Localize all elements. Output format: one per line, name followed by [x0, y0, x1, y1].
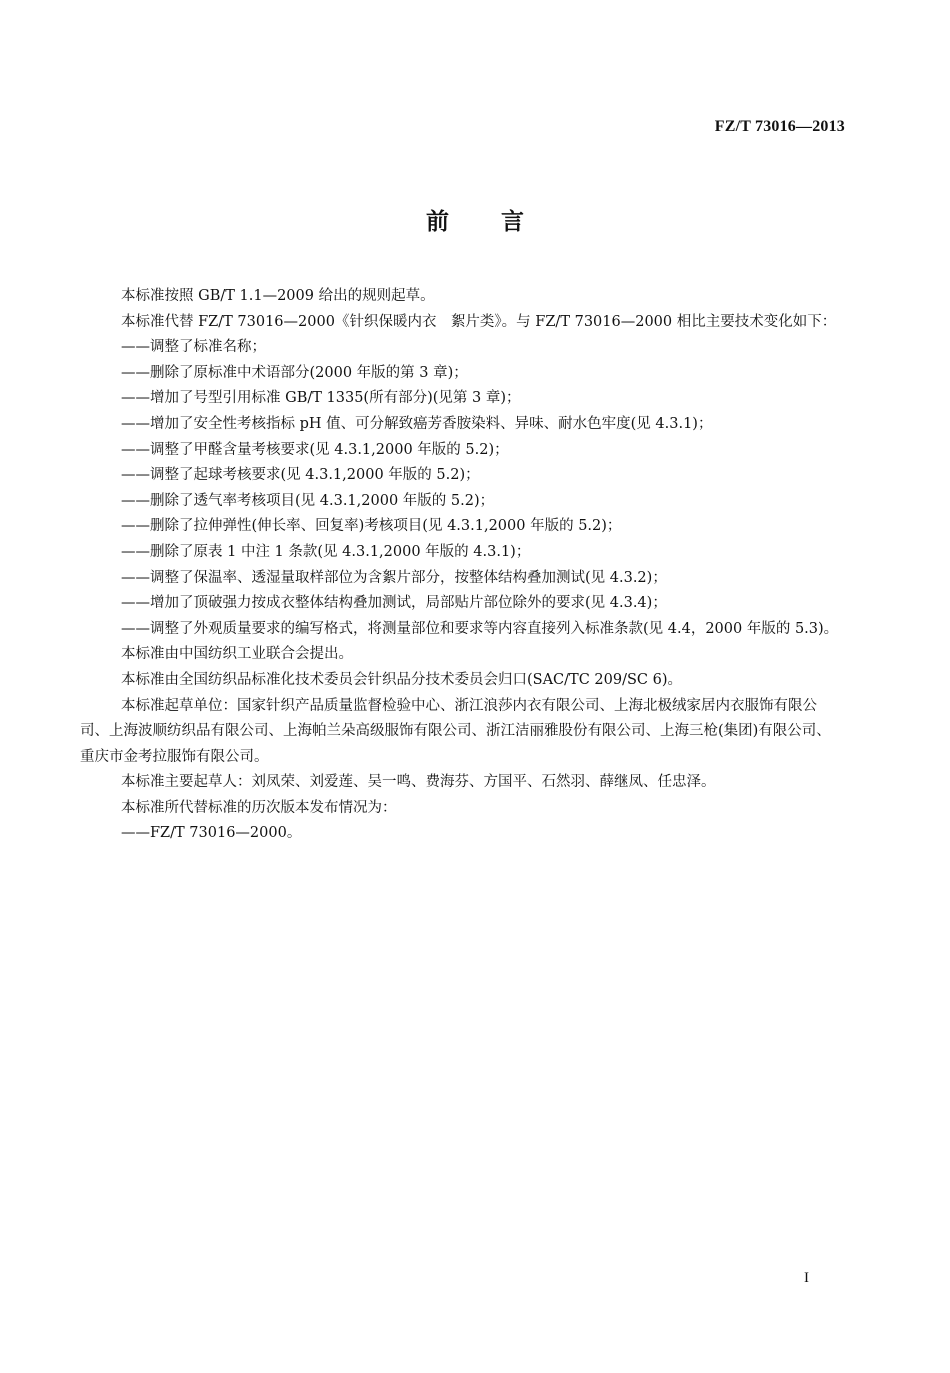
list-item: ——调整了保温率、透湿量取样部位为含絮片部分，按整体结构叠加测试(见 4.3.2)；	[121, 569, 667, 586]
change-list	[80, 335, 842, 642]
paragraph: 本标准起草单位：国家针织产品质量监督检验中心、浙江浪莎内衣有限公司、上海北极绒家居内衣服饰有限公司、上海波顺纺织品有限公司、上海帕兰朵高级服饰有限公司、浙江洁丽雅股份有限公司、上海三枪(集团)有限公司、重庆市金考拉服饰有限公司。	[80, 697, 831, 765]
list-item: ——调整了外观质量要求的编写格式，将测量部位和要求等内容直接列入标准条款(见 4.4，2000 年版的 5.3)。	[121, 620, 839, 637]
list-item: ——调整了标准名称；	[121, 339, 266, 356]
standard-code: FZ/T 73016—2013	[714, 118, 845, 135]
paragraph: 本标准代替 FZ/T 73016—2000《针织保暖内衣 絮片类》。与 FZ/T 73016—2000 相比主要技术变化如下：	[121, 313, 837, 330]
list-item: ——删除了拉伸弹性(伸长率、回复率)考核项目(见 4.3.1,2000 年版的 5.2)；	[121, 518, 622, 535]
list-item: ——调整了甲醛含量考核要求(见 4.3.1,2000 年版的 5.2)；	[121, 441, 509, 458]
list-item: ——增加了号型引用标准 GB/T 1335(所有部分)(见第 3 章)；	[121, 390, 521, 407]
paragraph: 本标准所代替标准的历次版本发布情况为：	[121, 799, 397, 816]
list-item: ——增加了顶破强力按成衣整体结构叠加测试，局部贴片部位除外的要求(见 4.3.4)；	[121, 595, 667, 612]
paragraph: 本标准由中国纺织工业联合会提出。	[121, 646, 353, 663]
page-number: I	[804, 1270, 809, 1286]
list-item: ——调整了起球考核要求(见 4.3.1,2000 年版的 5.2)；	[121, 467, 480, 484]
paragraph: 本标准由全国纺织品标准化技术委员会针织品分技术委员会归口(SAC/TC 209/SC 6)。	[121, 671, 682, 688]
list-item: ——删除了原表 1 中注 1 条款(见 4.3.1,2000 年版的 4.3.1)；	[121, 543, 531, 560]
list-item: ——增加了安全性考核指标 pH 值、可分解致癌芳香胺染料、异味、耐水色牢度(见 4.3.1)；	[121, 415, 713, 432]
paragraph: 本标准按照 GB/T 1.1—2009 给出的规则起草。	[121, 288, 435, 304]
foreword-body	[80, 284, 842, 847]
list-item: ——删除了透气率考核项目(见 4.3.1,2000 年版的 5.2)；	[121, 492, 495, 509]
list-item: ——FZ/T 73016—2000。	[121, 825, 302, 842]
list-item: ——删除了原标准中术语部分(2000 年版的第 3 章)；	[121, 364, 468, 381]
paragraph: 本标准主要起草人：刘凤荣、刘爱莲、吴一鸣、费海芬、方国平、石然羽、薛继凤、任忠泽。	[121, 774, 716, 791]
page-title: 前言	[426, 209, 576, 235]
